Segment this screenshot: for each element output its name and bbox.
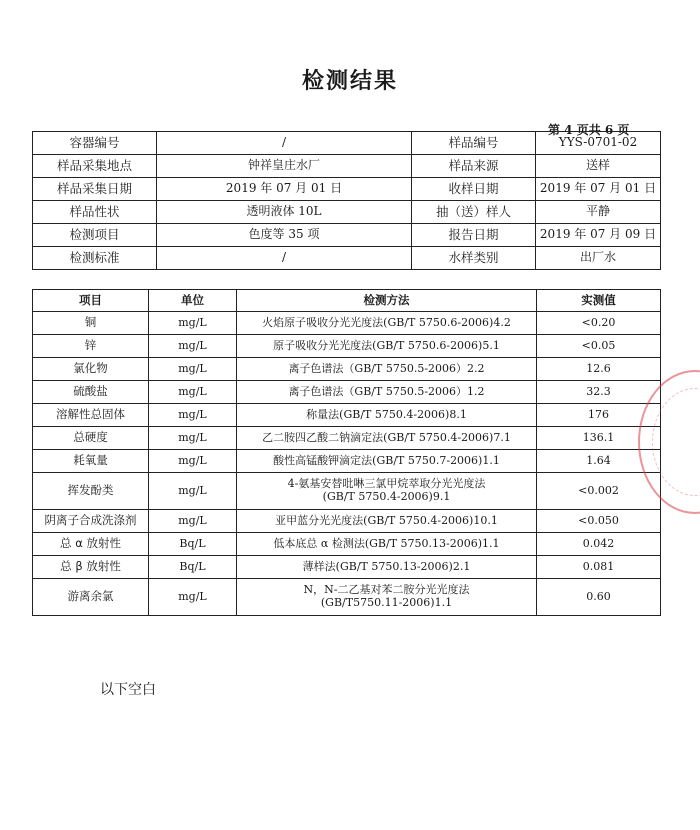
result-value: <0.05 [537, 335, 661, 358]
info-value: / [157, 247, 412, 270]
result-value: <0.20 [537, 312, 661, 335]
header-method: 检测方法 [237, 290, 537, 312]
info-label: 检测项目 [33, 224, 157, 247]
result-item: 铜 [33, 312, 149, 335]
info-row [33, 155, 661, 178]
result-method [237, 556, 537, 579]
result-item: 游离余氯 [33, 579, 149, 616]
result-value: 32.3 [537, 381, 661, 404]
sample-info-table [32, 131, 661, 270]
table-row [33, 556, 661, 579]
method-line: 原子吸收分光光度法(GB/T 5750.6-2006)5.1 [273, 338, 500, 352]
info-label: 样品采集日期 [33, 178, 157, 201]
info-label: 报告日期 [412, 224, 536, 247]
method-line: 离子色谱法（GB/T 5750.5-2006）1.2 [288, 384, 485, 398]
info-value: 2019 年 07 月 09 日 [536, 224, 661, 247]
header-unit: 单位 [149, 290, 237, 312]
method-line: (GB/T5750.11-2006)1.1 [320, 596, 453, 609]
info-label: 样品来源 [412, 155, 536, 178]
result-unit: Bq/L [149, 533, 237, 556]
result-unit: mg/L [149, 473, 237, 510]
info-label: 检测标准 [33, 247, 157, 270]
result-item: 挥发酚类 [33, 473, 149, 510]
info-label: 容器编号 [33, 132, 157, 155]
method-line: 乙二胺四乙酸二钠滴定法(GB/T 5750.4-2006)7.1 [262, 430, 511, 444]
result-method [237, 358, 537, 381]
info-label: 样品采集地点 [33, 155, 157, 178]
result-unit: mg/L [149, 427, 237, 450]
result-method [237, 312, 537, 335]
result-value: 0.60 [537, 579, 661, 616]
info-row [33, 201, 661, 224]
result-value: 1.64 [537, 450, 661, 473]
result-unit: mg/L [149, 450, 237, 473]
info-value: 2019 年 07 月 01 日 [536, 178, 661, 201]
header-item: 项目 [33, 290, 149, 312]
result-unit: mg/L [149, 510, 237, 533]
method-line: 离子色谱法（GB/T 5750.5-2006）2.2 [288, 361, 485, 375]
method-line: 称量法(GB/T 5750.4-2006)8.1 [306, 407, 467, 421]
info-row [33, 178, 661, 201]
table-row [33, 358, 661, 381]
info-row [33, 224, 661, 247]
blank-below-note: 以下空白 [100, 682, 156, 698]
result-method [237, 335, 537, 358]
method-line: 薄样法(GB/T 5750.13-2006)2.1 [302, 559, 471, 573]
result-unit: mg/L [149, 312, 237, 335]
result-unit: mg/L [149, 404, 237, 427]
results-header-row [33, 290, 661, 312]
method-line: 4-氨基安替吡啉三氯甲烷萃取分光光度法 [287, 477, 486, 491]
info-value: 钟祥皇庄水厂 [157, 155, 412, 178]
info-label: 样品编号 [412, 132, 536, 155]
table-row [33, 404, 661, 427]
result-item: 耗氧量 [33, 450, 149, 473]
result-item: 总 β 放射性 [33, 556, 149, 579]
info-value: 送样 [536, 155, 661, 178]
result-item: 溶解性总固体 [33, 404, 149, 427]
page-number: 第 4 页共 6 页 [548, 123, 630, 137]
method-line: (GB/T 5750.4-2006)9.1 [322, 490, 451, 503]
table-row [33, 533, 661, 556]
result-value: 12.6 [537, 358, 661, 381]
info-label: 抽（送）样人 [412, 201, 536, 224]
results-table [32, 289, 661, 616]
info-label: 样品性状 [33, 201, 157, 224]
page-title: 检测结果 [301, 69, 398, 94]
result-method [237, 450, 537, 473]
result-method [237, 533, 537, 556]
info-row [33, 132, 661, 155]
result-item: 阴离子合成洗涤剂 [33, 510, 149, 533]
info-label: 水样类别 [412, 247, 536, 270]
table-row [33, 473, 661, 510]
table-row [33, 312, 661, 335]
table-row [33, 381, 661, 404]
result-item: 硫酸盐 [33, 381, 149, 404]
info-value: 平静 [536, 201, 661, 224]
method-line: 酸性高锰酸钾滴定法(GB/T 5750.7-2006)1.1 [273, 453, 500, 467]
result-method [237, 473, 537, 510]
result-item: 总 α 放射性 [33, 533, 149, 556]
method-line: N，N-二乙基对苯二胺分光光度法 [303, 583, 470, 597]
method-line: 亚甲蓝分光光度法(GB/T 5750.4-2006)10.1 [275, 513, 498, 527]
result-unit: Bq/L [149, 556, 237, 579]
table-row [33, 450, 661, 473]
result-item: 氯化物 [33, 358, 149, 381]
table-row [33, 427, 661, 450]
result-item: 锌 [33, 335, 149, 358]
method-line: 火焰原子吸收分光光度法(GB/T 5750.6-2006)4.2 [262, 315, 511, 329]
table-row [33, 510, 661, 533]
result-value: 176 [537, 404, 661, 427]
result-unit: mg/L [149, 579, 237, 616]
header-value: 实测值 [537, 290, 661, 312]
result-method [237, 510, 537, 533]
result-method [237, 579, 537, 616]
result-method [237, 427, 537, 450]
info-value: 透明液体 10L [157, 201, 412, 224]
result-unit: mg/L [149, 335, 237, 358]
result-unit: mg/L [149, 381, 237, 404]
result-value: <0.050 [537, 510, 661, 533]
result-item: 总硬度 [33, 427, 149, 450]
result-unit: mg/L [149, 358, 237, 381]
info-value: 出厂水 [536, 247, 661, 270]
info-value: 2019 年 07 月 01 日 [157, 178, 412, 201]
result-value: 136.1 [537, 427, 661, 450]
result-method [237, 404, 537, 427]
table-row [33, 579, 661, 616]
info-label: 收样日期 [412, 178, 536, 201]
result-value: <0.002 [537, 473, 661, 510]
info-value: YYS-0701-02 [536, 132, 661, 155]
result-value: 0.081 [537, 556, 661, 579]
result-value: 0.042 [537, 533, 661, 556]
result-method [237, 381, 537, 404]
table-row [33, 335, 661, 358]
info-value: 色度等 35 项 [157, 224, 412, 247]
info-value: / [157, 132, 412, 155]
method-line: 低本底总 α 检测法(GB/T 5750.13-2006)1.1 [273, 536, 500, 550]
info-row [33, 247, 661, 270]
